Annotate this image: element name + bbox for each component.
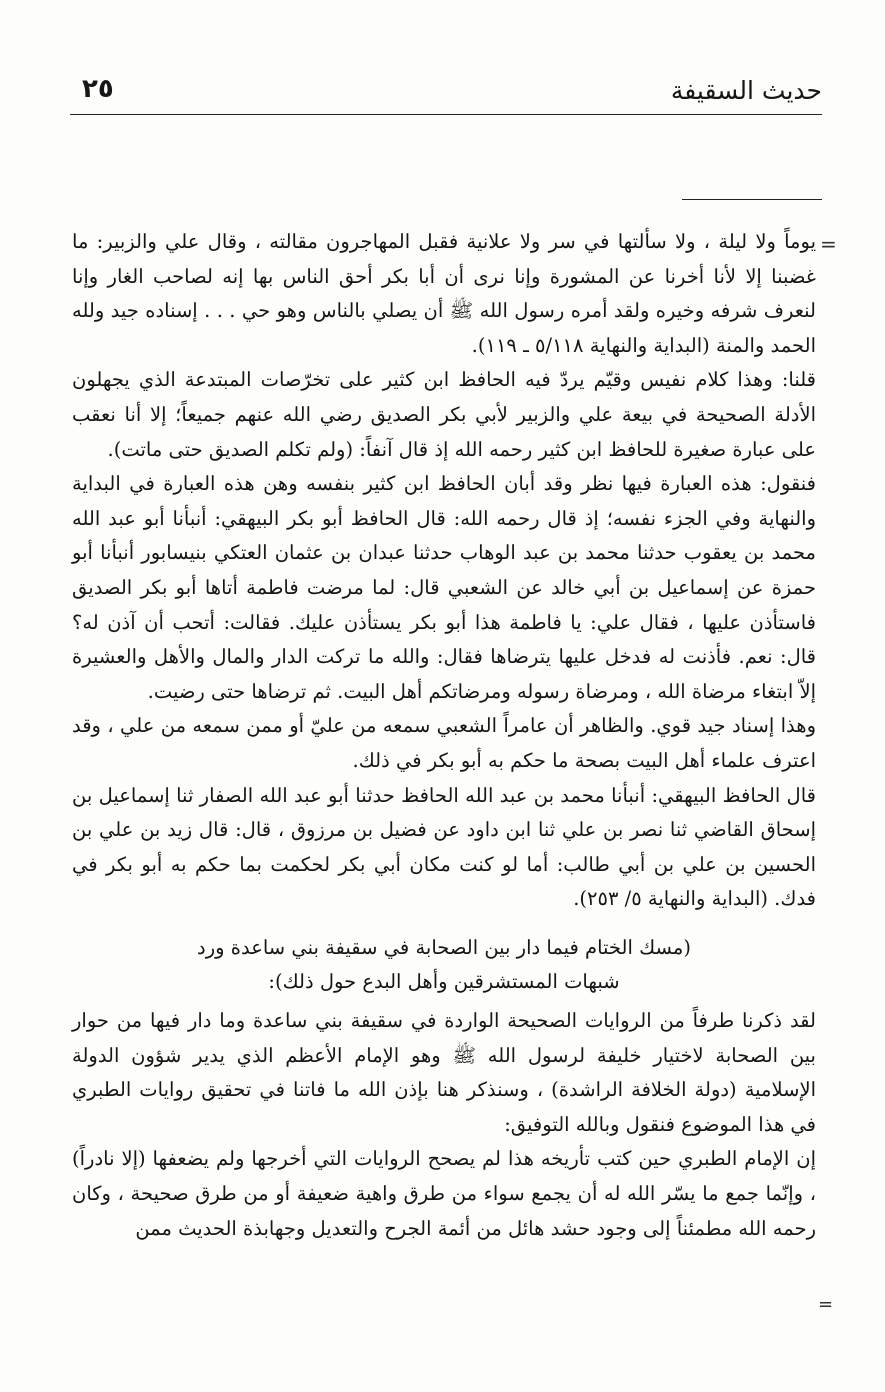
paragraph: إن الإمام الطبري حين كتب تأريخه هذا لم يصحح الروايات التي أخرجها ولم يضعفها (إلا نادراً) ، وإنّما جمع ما يسّر الله له أن يجمع سواء من طرق واهية ضعيفة أو من طرق صحيحة ، وكان رحمه الله مطمئناً إلى وجود حشد هائل من أئمة الجرح والتعديل وجهابذة الحديث ممن [72,1147,816,1240]
paragraph: فنقول: هذه العبارة فيها نظر وقد أبان الحافظ ابن كثير بنفسه وهن هذه العبارة في البداية والنهاية وفي الجزء نفسه؛ إذ قال رحمه الله: قال الحافظ أبو بكر البيهقي: أنبأنا أبو عبد الله محمد بن يعقوب حدثنا محمد بن عبد الوهاب حدثنا عبدان بن عثمان العتكي بنيسابور أنبأنا أبو حمزة عن إسماعيل بن أبي خالد عن الشعبي قال: لما مرضت فاطمة أتاها أبو بكر الصديق فاستأذن عليها ، فقال علي: يا فاطمة هذا أبو بكر يستأذن عليك. فقالت: أتحب أن آذن له؟ قال: نعم. فأذنت له فدخل عليها يترضاها فقال: والله ما تركت الدار والمال والأهل والعشيرة إلاّ ابتغاء مرضاة الله ، ومرضاة رسوله ومرضاتكم أهل البيت. ثم ترضاها حتى رضيت. [72,472,816,703]
continuation-mark-icon: = [820,232,837,256]
body-text [72,225,816,1246]
section-heading-line: (مسك الختام فيما دار بين الصحابة في سقيفة بني ساعدة ورد [197,935,691,959]
paragraph: قلنا: وهذا كلام نفيس وقيّم يردّ فيه الحافظ ابن كثير على تخرّصات المبتدعة الذي يجهلون الأدلة الصحيحة في بيعة علي والزبير لأبي بكر الصديق رضي الله عنهم جميعاً؛ إلا أنا نعقب على عبارة صغيرة للحافظ ابن كثير رحمه الله إذ قال آنفاً: (ولم تكلم الصديق حتى ماتت). [72,368,816,461]
paragraph: يوماً ولا ليلة ، ولا سألتها في سر ولا علانية فقبل المهاجرون مقالته ، وقال علي والزبير: ما غضبنا إلا لأنا أخرنا عن المشورة وإنا نرى أن أبا بكر أحق الناس بها إنه لصاحب الغار وإنا لنعرف شرفه وخيره ولقد أمره رسول الله ﷺ أن يصلي بالناس وهو حي . . . إسناده جيد ولله الحمد والمنة (البداية والنهاية ٥/١١٨ ـ ١١٩). [72,230,816,357]
footnote-rule [682,199,822,200]
page-number: ٢٥ [82,74,114,104]
section-heading-line: شبهات المستشرقين وأهل البدع حول ذلك): [268,970,620,994]
running-title: حديث السقيفة [670,76,822,105]
paragraph: قال الحافظ البيهقي: أنبأنا محمد بن عبد الله الحافظ حدثنا أبو عبد الله الصفار ثنا إسماعيل بن إسحاق القاضي ثنا نصر بن علي ثنا ابن داود عن فضيل بن مرزوق ، قال: قال زيد بن علي بن الحسين بن علي بن أبي طالب: أما لو كنت مكان أبي بكر لحكمت بما حكم به أبو بكر في فدك. (البداية والنهاية ٥/ ٢٥٣). [72,783,816,911]
paragraph: لقد ذكرنا طرفاً من الروايات الصحيحة الواردة في سقيفة بني ساعدة وما دار فيها من حوار بين الصحابة لاختيار خليفة لرسول الله ﷺ وهو الإمام الأعظم الذي يدير شؤون الدولة الإسلامية (دولة الخلافة الراشدة) ، وسنذكر هنا بإذن الله ما فاتنا في تحقيق روايات الطبري في هذا الموضوع فنقول وبالله التوفيق: [72,1009,816,1136]
section-heading [72,931,816,1000]
page-header [70,70,822,115]
paragraph: وهذا إسناد جيد قوي. والظاهر أن عامراً الشعبي سمعه من عليّ أو ممن سمعه من علي ، وقد اعترف علماء أهل البيت بصحة ما حكم به أبو بكر في ذلك. [72,714,816,772]
continuation-mark-end-icon: = [818,1294,834,1315]
